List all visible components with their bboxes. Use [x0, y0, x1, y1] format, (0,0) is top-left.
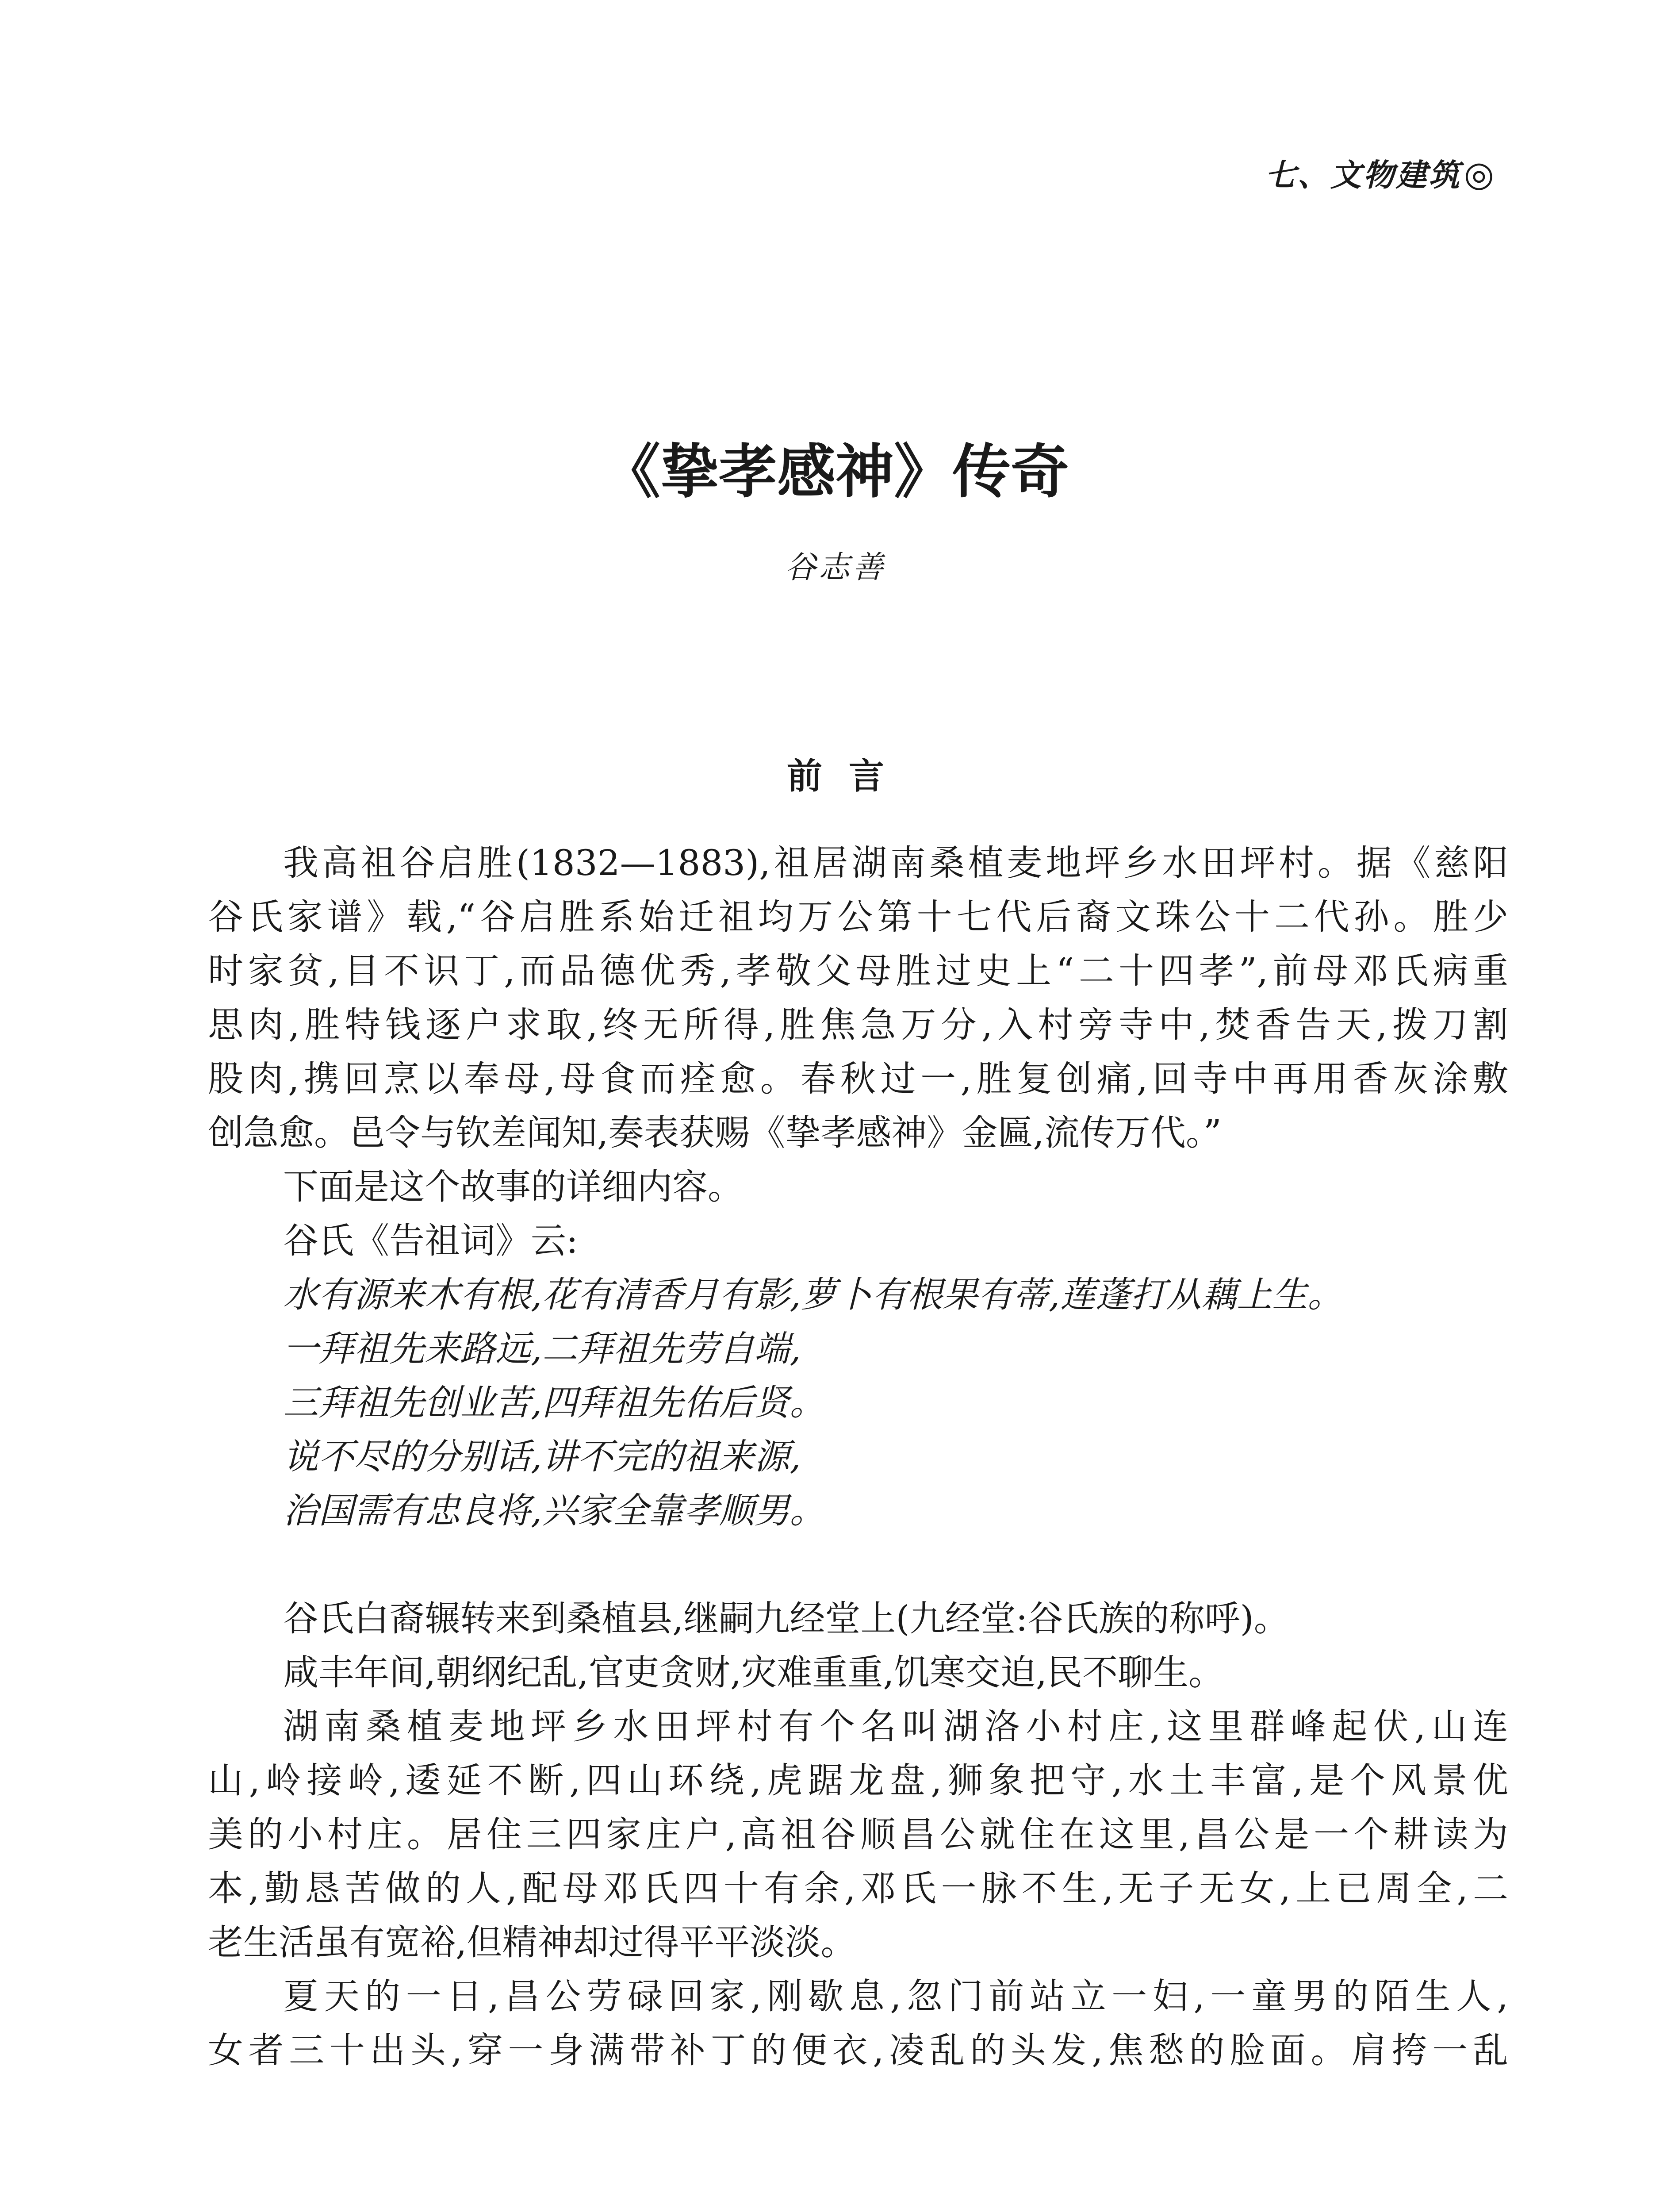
text-line: 美的小村庄。居住三四家庄户,高祖谷顺昌公就住在这里,昌公是一个耕读为: [208, 1814, 1508, 1855]
text-line: 老生活虽有宽裕,但精神却过得平平淡淡。: [208, 1922, 856, 1963]
blank-line: [208, 1538, 1508, 1592]
article-body: [208, 836, 1508, 2078]
text-line: 夏天的一日,昌公劳碌回家,刚歇息,忽门前站立一妇,一童男的陌生人,: [283, 1976, 1508, 2017]
paragraph: 咸丰年间,朝纲纪乱,官吏贪财,灾难重重,饥寒交迫,民不聊生。: [283, 1652, 1224, 1693]
poem-line: 一拜祖先来路远,二拜祖先劳自端,: [283, 1328, 801, 1369]
paragraph: [208, 1700, 1508, 1970]
text-line: 女者三十出头,穿一身满带补丁的便衣,凌乱的头发,焦愁的脸面。肩挎一乱: [208, 2030, 1508, 2071]
poem-line: 说不尽的分别话,讲不完的祖来源,: [283, 1436, 801, 1477]
article-title: 《挚孝感神》传奇: [602, 438, 1069, 506]
poem-line: 治国需有忠良将,兴家全靠孝顺男。: [283, 1490, 825, 1531]
text-line: 我高祖谷启胜(1832—1883),祖居湖南桑植麦地坪乡水田坪村。据《慈阳: [283, 842, 1508, 883]
running-header: [1265, 150, 1496, 195]
text-line: 山,岭接岭,逶延不断,四山环绕,虎踞龙盘,狮象把守,水土丰富,是个风景优: [208, 1760, 1508, 1801]
poem-line: 三拜祖先创业苦,四拜祖先佑后贤。: [283, 1382, 825, 1423]
paragraph: [208, 1970, 1508, 2078]
author-name: 谷志善: [785, 549, 886, 585]
text-line: 湖南桑植麦地坪乡水田坪村有个名叫湖洛小村庄,这里群峰起伏,山连: [283, 1706, 1508, 1747]
paragraph: 谷氏白裔辗转来到桑植县,继嗣九经堂上(九经堂:谷氏族的称呼)。: [283, 1598, 1289, 1639]
text-line: 股肉,携回烹以奉母,母食而痊愈。春秋过一,胜复创痛,回寺中再用香灰涂敷: [208, 1058, 1508, 1099]
text-line: 创急愈。邑令与钦差闻知,奏表获赐《挚孝感神》金匾,流传万代。”: [208, 1112, 1222, 1153]
paragraph: 谷氏《告祖词》云:: [283, 1220, 578, 1261]
text-line: 本,勤恳苦做的人,配母邓氏四十有余,邓氏一脉不生,无子无女,上已周全,二: [208, 1868, 1508, 1909]
running-header-text: 七、文物建筑: [1265, 157, 1461, 193]
poem-line: 水有源来木有根,花有清香月有影,萝卜有根果有蒂,莲蓬打从藕上生。: [283, 1274, 1343, 1315]
poem-block: [208, 1268, 1508, 1538]
paragraph: [208, 836, 1508, 1160]
text-line: 谷氏家谱》载,“谷启胜系始迁祖均万公第十七代后裔文珠公十二代孙。胜少: [208, 896, 1508, 937]
section-heading: 前言: [787, 756, 911, 797]
text-line: 思肉,胜特钱逐户求取,终无所得,胜焦急万分,入村旁寺中,焚香告天,拨刀割: [208, 1004, 1508, 1045]
paragraph: 下面是这个故事的详细内容。: [283, 1166, 743, 1207]
text-line: 时家贫,目不识丁,而品德优秀,孝敬父母胜过史上“二十四孝”,前母邓氏病重: [208, 950, 1508, 991]
double-circle-icon: ◎: [1464, 154, 1496, 194]
